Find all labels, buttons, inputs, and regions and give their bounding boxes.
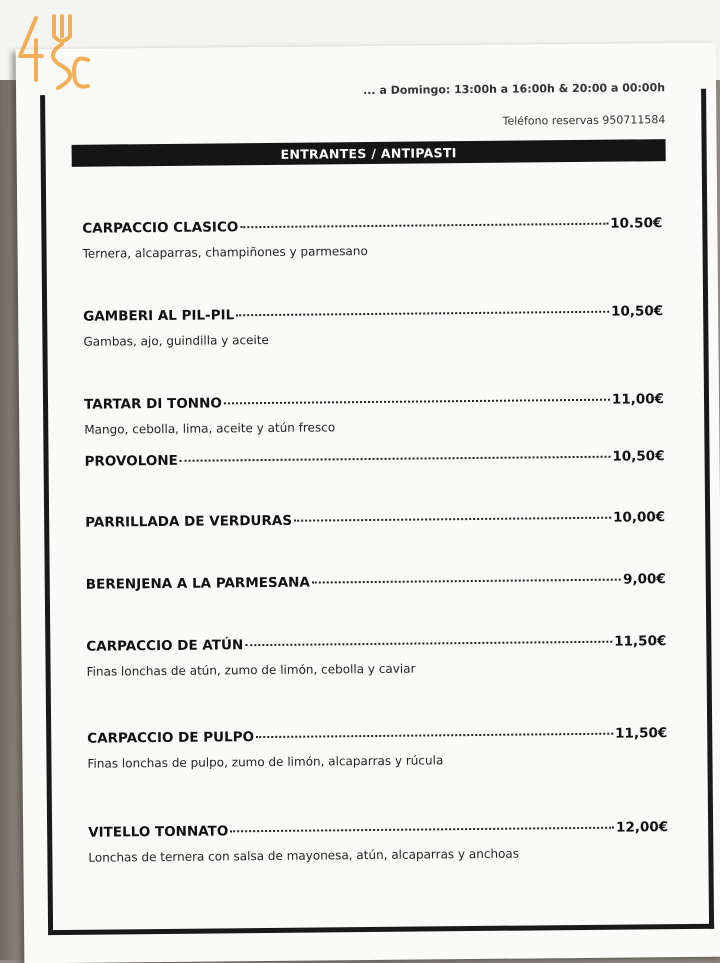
item-price: 11,50€: [615, 725, 668, 742]
menu-item: [83, 303, 663, 349]
fork-knife-logo-icon: [14, 10, 92, 94]
item-price: 11,50€: [614, 633, 667, 650]
menu-item: [85, 448, 665, 470]
item-description: Mango, cebolla, lima, aceite y atún fresco: [84, 420, 336, 437]
dot-leader: [256, 733, 613, 738]
item-name: CARPACCIO DE PULPO: [87, 729, 255, 747]
section-title: ENTRANTES / ANTIPASTI: [280, 144, 457, 162]
reservation-phone: Teléfono reservas 950711584: [502, 113, 666, 128]
item-price: 11,00€: [611, 391, 665, 408]
item-price: 10.50€: [610, 215, 663, 232]
item-description: Ternera, alcaparras, champiñones y parmesano: [82, 244, 368, 261]
page-frame: [40, 81, 714, 935]
item-price: 9,00€: [622, 571, 666, 588]
item-name: TARTAR DI TONNO: [83, 395, 222, 413]
menu-list: [82, 215, 669, 865]
item-name: GAMBERI AL PIL-PIL: [83, 307, 235, 325]
menu-item: [88, 819, 668, 865]
menu-item: [86, 571, 666, 593]
dot-leader: [236, 311, 609, 317]
item-name: VITELLO TONNATO: [88, 823, 229, 841]
item-price: 10,00€: [612, 509, 666, 526]
item-name: CARPACCIO CLASICO: [82, 219, 239, 237]
item-name: PARRILLADA DE VERDURAS: [85, 512, 293, 531]
dot-leader: [245, 641, 612, 647]
menu-page: [16, 43, 720, 963]
menu-item: [84, 391, 664, 437]
menu-item: [86, 633, 666, 679]
item-description: Gambas, ajo, guindilla y aceite: [83, 332, 269, 349]
dot-leader: [294, 517, 611, 522]
dot-leader: [230, 827, 614, 833]
item-description: Finas lonchas de pulpo, zumo de limón, alcaparras y rúcula: [87, 753, 444, 771]
item-name: BERENJENA A LA PARMESANA: [85, 574, 310, 593]
item-price: 12,00€: [615, 819, 669, 836]
opening-hours: ... a Domingo: 13:00h a 16:00h & 20:00 a 00:00h: [362, 81, 666, 98]
item-description: Lonchas de ternera con salsa de mayonesa, atún, alcaparras y anchoas: [88, 846, 520, 865]
item-price: 10,50€: [612, 448, 665, 465]
item-name: CARPACCIO DE ATÚN: [86, 637, 244, 655]
dot-leader: [224, 399, 610, 405]
dot-leader: [312, 579, 621, 584]
section-header: [72, 139, 666, 167]
menu-item: [87, 725, 667, 771]
item-price: 10,50€: [610, 303, 664, 320]
item-name: PROVOLONE: [84, 452, 178, 470]
dot-leader: [180, 456, 611, 462]
menu-item: [85, 509, 665, 531]
menu-item: [82, 215, 662, 261]
dot-leader: [240, 223, 608, 229]
item-description: Finas lonchas de atún, zumo de limón, cebolla y caviar: [86, 661, 416, 679]
